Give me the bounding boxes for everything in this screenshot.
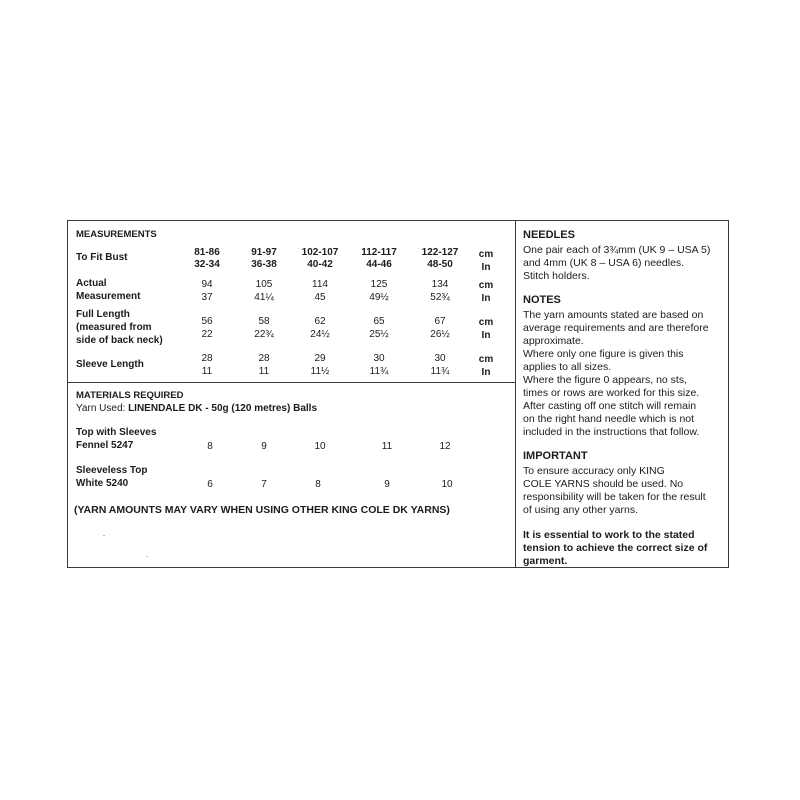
measurement-value: 24½ bbox=[310, 329, 330, 340]
unit-label: cm bbox=[478, 354, 494, 365]
measurement-value: 28 bbox=[201, 353, 213, 364]
measurement-value: 105 bbox=[255, 279, 273, 290]
measurement-value: 94 bbox=[201, 279, 213, 290]
unit-label: In bbox=[481, 293, 491, 304]
measurement-value: 45 bbox=[314, 292, 326, 303]
important-heading: IMPORTANT bbox=[523, 450, 588, 462]
measurement-value: 125 bbox=[370, 279, 388, 290]
print-speck bbox=[103, 535, 105, 536]
yarn-prefix: Yarn Used: bbox=[76, 403, 129, 414]
measurement-value: 11¾ bbox=[369, 366, 389, 377]
measurement-value: 11 bbox=[201, 366, 213, 377]
measurement-value: 11½ bbox=[310, 366, 330, 377]
measurement-value: 11 bbox=[258, 366, 270, 377]
notes-line: included in the instructions that follow. bbox=[523, 426, 700, 438]
measurement-value: 62 bbox=[314, 316, 326, 327]
size-value: 81-86 bbox=[194, 247, 220, 258]
notes-line: average requirements and are therefore bbox=[523, 322, 709, 334]
size-value: 32-34 bbox=[194, 259, 220, 270]
measurement-value: 49½ bbox=[369, 292, 389, 303]
size-value: 112-117 bbox=[361, 247, 397, 258]
notes-section bbox=[523, 294, 723, 439]
row-label: To Fit Bust bbox=[76, 252, 128, 263]
measurement-value: 29 bbox=[314, 353, 326, 364]
needles-heading: NEEDLES bbox=[523, 229, 575, 241]
item-label: Fennel 5247 bbox=[76, 440, 134, 451]
measurement-value: 11¾ bbox=[430, 366, 450, 377]
measurement-value: 37 bbox=[201, 292, 213, 303]
important-line: responsibility will be taken for the result bbox=[523, 491, 706, 503]
row-label: Sleeve Length bbox=[76, 359, 144, 370]
item-label: Top with Sleeves bbox=[76, 427, 157, 438]
notes-line: approximate. bbox=[523, 335, 584, 347]
size-value: 102-107 bbox=[301, 247, 339, 258]
materials-heading: MATERIALS REQUIRED bbox=[76, 390, 184, 401]
ball-count: 11 bbox=[381, 441, 393, 452]
row-label: Full Length bbox=[76, 309, 130, 320]
measurement-value: 41¼ bbox=[254, 292, 274, 303]
ball-count: 6 bbox=[207, 479, 213, 490]
measurements-heading: MEASUREMENTS bbox=[76, 229, 157, 240]
measurement-value: 134 bbox=[431, 279, 449, 290]
unit-label: cm bbox=[478, 317, 494, 328]
ball-count: 8 bbox=[315, 479, 321, 490]
unit-label: cm bbox=[478, 280, 494, 291]
size-value: 40-42 bbox=[307, 259, 333, 270]
measurement-value: 22¾ bbox=[254, 329, 274, 340]
notes-line: on the right hand needle which is not bbox=[523, 413, 695, 425]
yarn-used-line bbox=[76, 402, 317, 415]
unit-label: In bbox=[481, 330, 491, 341]
measurement-value: 30 bbox=[434, 353, 446, 364]
notes-heading: NOTES bbox=[523, 294, 561, 306]
print-speck bbox=[146, 556, 148, 557]
needles-line: One pair each of 3¾mm (UK 9 – USA 5) bbox=[523, 244, 711, 256]
measurement-value: 67 bbox=[434, 316, 446, 327]
tension-warning-line: It is essential to work to the stated bbox=[523, 529, 695, 541]
ball-count: 7 bbox=[261, 479, 267, 490]
measurement-value: 28 bbox=[258, 353, 270, 364]
yarn-name: LINENDALE DK - 50g (120 metres) Balls bbox=[128, 403, 318, 414]
notes-line: The yarn amounts stated are based on bbox=[523, 309, 704, 321]
size-value: 122-127 bbox=[421, 247, 459, 258]
ball-count: 9 bbox=[261, 441, 267, 452]
measurement-value: 22 bbox=[201, 329, 213, 340]
measurement-value: 56 bbox=[201, 316, 213, 327]
row-label: (measured from bbox=[76, 322, 152, 333]
notes-line: Where only one figure is given this bbox=[523, 348, 684, 360]
unit-label: In bbox=[481, 367, 491, 378]
size-value: 36-38 bbox=[251, 259, 277, 270]
needles-line: Stitch holders. bbox=[523, 270, 590, 282]
ball-count: 12 bbox=[439, 441, 451, 452]
notes-line: After casting off one stitch will remain bbox=[523, 400, 697, 412]
important-section bbox=[523, 450, 723, 568]
important-line: COLE YARNS should be used. No bbox=[523, 478, 684, 490]
needles-line: and 4mm (UK 8 – USA 6) needles. bbox=[523, 257, 685, 269]
measurement-value: 58 bbox=[258, 316, 270, 327]
row-label: side of back neck) bbox=[76, 335, 163, 346]
measurement-value: 26½ bbox=[430, 329, 450, 340]
unit-label: In bbox=[481, 262, 491, 273]
item-label: White 5240 bbox=[76, 478, 129, 489]
needles-section bbox=[523, 229, 723, 283]
size-value: 91-97 bbox=[251, 247, 277, 258]
notes-line: applies to all sizes. bbox=[523, 361, 612, 373]
size-value: 44-46 bbox=[366, 259, 392, 270]
ball-count: 8 bbox=[207, 441, 213, 452]
important-line: To ensure accuracy only KING bbox=[523, 465, 665, 477]
measurement-value: 114 bbox=[312, 279, 328, 290]
row-label: Actual bbox=[76, 278, 107, 289]
unit-label: cm bbox=[478, 249, 494, 260]
size-value: 48-50 bbox=[427, 259, 453, 270]
tension-warning-line: tension to achieve the correct size of bbox=[523, 542, 708, 554]
ball-count: 10 bbox=[314, 441, 326, 452]
ball-count: 9 bbox=[384, 479, 390, 490]
yarn-variance-note: (YARN AMOUNTS MAY VARY WHEN USING OTHER KING COLE DK YARNS) bbox=[74, 504, 450, 516]
notes-line: Where the figure 0 appears, no sts, bbox=[523, 374, 688, 386]
measurement-value: 25½ bbox=[369, 329, 389, 340]
measurement-value: 52¾ bbox=[430, 292, 450, 303]
column-divider bbox=[515, 221, 516, 567]
measurement-value: 65 bbox=[373, 316, 385, 327]
notes-line: times or rows are worked for this size. bbox=[523, 387, 700, 399]
pattern-info-panel bbox=[67, 220, 729, 568]
tension-warning-line: garment. bbox=[523, 555, 568, 567]
item-label: Sleeveless Top bbox=[76, 465, 148, 476]
important-line: of using any other yarns. bbox=[523, 504, 638, 516]
ball-count: 10 bbox=[441, 479, 453, 490]
row-label: Measurement bbox=[76, 291, 141, 302]
measurement-value: 30 bbox=[373, 353, 385, 364]
section-divider bbox=[68, 382, 515, 383]
